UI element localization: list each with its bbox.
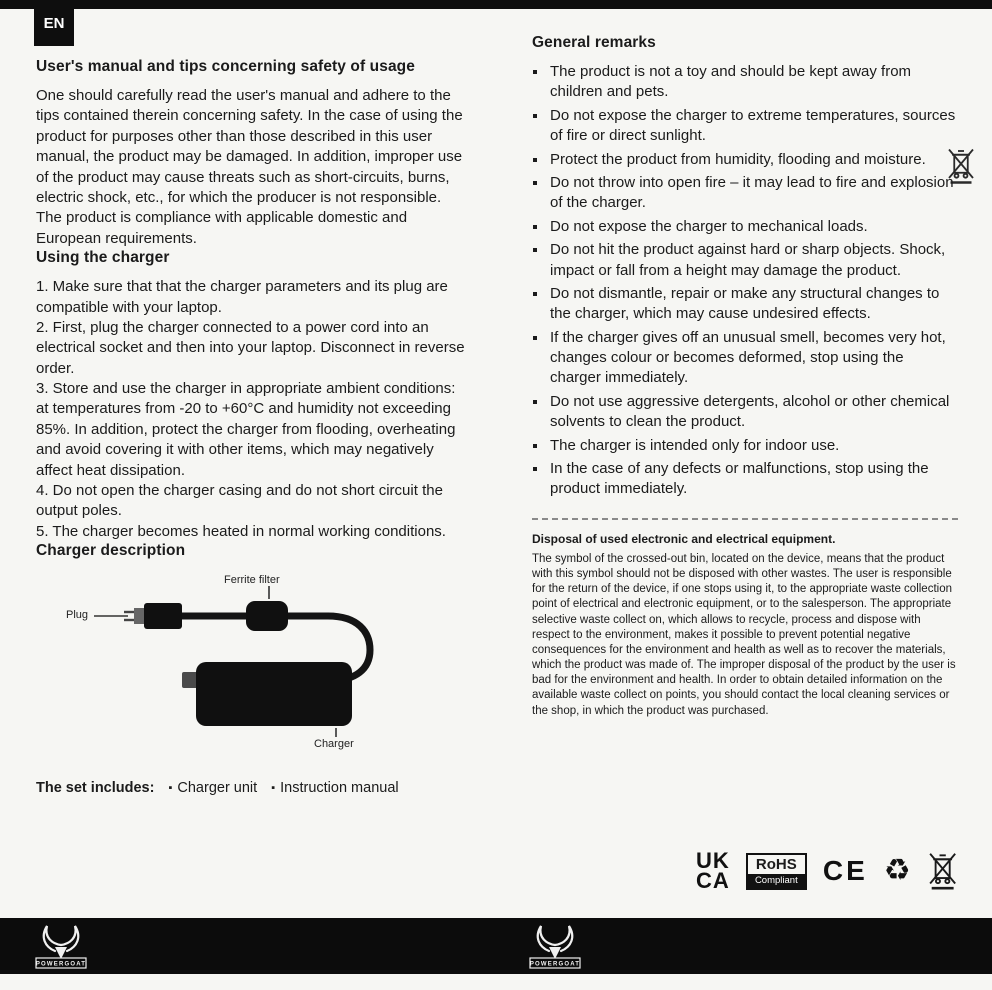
diagram-label-plug: Plug [66, 609, 89, 622]
list-item: 3. Store and use the charger in appropriate ambient conditions: at temperatures from -20 to +60°C and humidity not exceeding 85%. In addition, protect the charger from flooding, overheating and avoid covering it with other items, which may negatively affect heat dissipation. [36, 380, 456, 479]
list-item: ▪ Do not dismantle, repair or make any structural changes to the charger, which may cause undesired effects. [548, 284, 958, 325]
set-item-charger-unit: Charger unit [177, 780, 258, 797]
list-item: ▪ In the case of any defects or malfunctions, stop using the product immediately. [548, 459, 958, 500]
ce-mark: CE [822, 855, 868, 886]
using-steps [36, 277, 468, 542]
section-heading-using: Using the charger [36, 249, 170, 267]
list-item: 4. Do not open the charger casing and do not short circuit the output poles. [36, 482, 443, 520]
powergoat-logo [32, 921, 90, 971]
section-heading-disposal: Disposal of used electronic and electrical equipment. [532, 531, 836, 546]
safety-body: One should carefully read the user's manual and adhere to the tips contained therein concerning safety. In the case of using the product for purposes other than those described in this user manual, the product may be damaged. In addition, improper use of the product may cause threats such as short-circuits, burns, electric shock, etc., for which the producer is not responsible. The product is compliance with applicable domestic and European requirements. [36, 87, 463, 247]
list-item: ▪ Do not hit the product against hard or sharp objects. Shock, impact or fall from a height may damage the product. [548, 240, 958, 281]
weee-bin-icon [927, 848, 958, 894]
list-item: ▪ Do not expose the charger to mechanical loads. [548, 217, 958, 237]
charger-diagram [36, 574, 468, 754]
footer-bar [0, 918, 992, 974]
certification-marks [696, 843, 958, 899]
diagram-label-ferrite-filter: Ferrite filter [224, 574, 280, 587]
list-item: 5. The charger becomes heated in normal working conditions. [36, 522, 446, 540]
rohs-title: RoHS [755, 855, 797, 873]
list-item: ▪ Protect the product from humidity, flooding and moisture. [548, 150, 958, 170]
ukca-bottom-text: CA [696, 868, 730, 893]
ukca-top-text: UK [696, 847, 730, 873]
charger-diagram-art [36, 574, 468, 754]
section-heading-safety: User's manual and tips concerning safety of usage [36, 58, 415, 75]
list-item: 2. First, plug the charger connected to a power cord into an electrical socket and then into your laptop. Disconnect in reverse order. [36, 318, 465, 377]
general-remarks-list [532, 62, 958, 500]
section-heading-general-remarks: General remarks [532, 34, 656, 51]
left-column [36, 58, 468, 796]
rohs-mark [746, 853, 807, 890]
top-border [0, 0, 992, 9]
disposal-body: The symbol of the crossed-out bin, located on the device, means that the product with this symbol should not be disposed with other wastes. The user is responsible for the return of the device, if one stops using it, to the appropriate waste collection point of electrical and electronic equipment, or to the salesperson. The appropriate selective waste collect on, which allows to recycle, process and dispose with respect to the environment, makes it possible to prevent potential negative consequences for the environment and health as well as to recover the materials, which the product was made of. The improper disposal of the product by the user is bad for the environment and health. In order to obtain detailed information on the available waste collect on points, you should contact the local cleaning services or the shop, in which the product was purchased. [532, 552, 956, 717]
ukca-mark [696, 847, 730, 893]
list-item: ▪ The charger is intended only for indoor use. [548, 436, 958, 456]
right-column [532, 34, 958, 719]
list-item: ▪ Do not use aggressive detergents, alcohol or other chemical solvents to clean the product. [548, 392, 958, 433]
list-item: 1. Make sure that that the charger parameters and its plug are compatible with your laptop. [36, 278, 448, 316]
set-includes-line [36, 780, 468, 796]
square-bullet-icon: ▪ [168, 782, 173, 795]
powergoat-logo [526, 921, 584, 971]
list-item: ▪ Do not expose the charger to extreme temperatures, sources of fire or direct sunlight. [548, 106, 958, 147]
list-item: ▪ Do not throw into open fire – it may lead to fire and explosion of the charger. [548, 173, 958, 214]
set-includes-label: The set includes: [36, 780, 155, 797]
square-bullet-icon: ▪ [271, 782, 276, 795]
set-item-instruction-manual: Instruction manual [280, 780, 399, 797]
dashed-divider [532, 518, 958, 520]
list-item: ▪ If the charger gives off an unusual smell, becomes very hot, changes colour or becomes deformed, stop using the charger immediately. [548, 328, 958, 389]
powergoat-wordmark: POWERGOAT [35, 961, 87, 968]
rohs-compliant-label: Compliant [748, 874, 805, 888]
language-badge: EN [34, 0, 74, 46]
recycle-icon: ♻ [883, 854, 911, 887]
diagram-label-charger: Charger [314, 738, 354, 751]
list-item: ▪ The product is not a toy and should be kept away from children and pets. [548, 62, 958, 103]
powergoat-wordmark: POWERGOAT [529, 961, 581, 968]
section-heading-description: Charger description [36, 542, 186, 560]
